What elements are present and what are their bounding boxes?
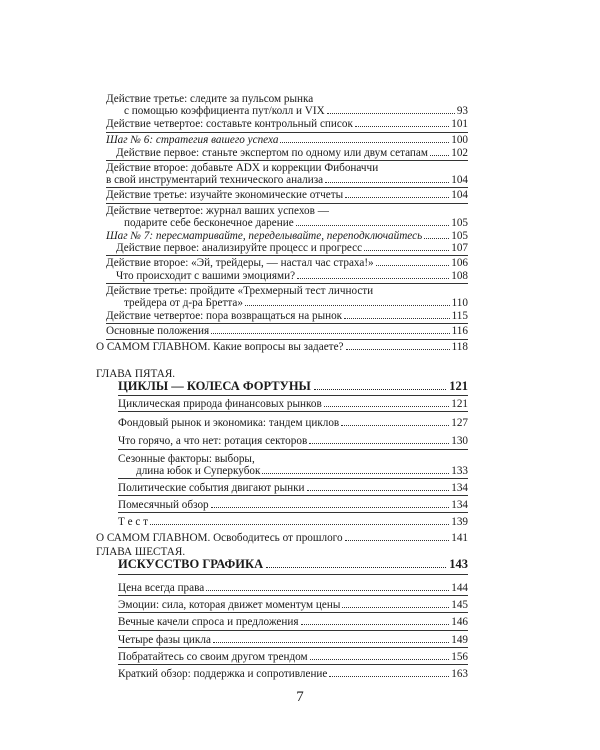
chapter5-title: ЦИКЛЫ — КОЛЕСА ФОРТУНЫ <box>118 379 311 393</box>
toc-entry <box>118 616 468 628</box>
toc-entry-page: 118 <box>451 340 468 353</box>
chapter6-title: ИСКУССТВО ГРАФИКА <box>118 557 264 571</box>
toc-entry-title: трейдера от д-ра Бретта» <box>124 297 243 310</box>
chapter5-title-row <box>118 379 468 394</box>
toc-entry <box>96 341 468 353</box>
toc-entry-title: О САМОМ ГЛАВНОМ. Освободитесь от прошлого <box>96 531 343 544</box>
toc-entry <box>96 162 468 186</box>
toc-entry-page: 144 <box>451 582 468 594</box>
toc-entry <box>96 205 468 229</box>
chapter6-title-row <box>118 557 468 572</box>
toc-entry-title: Действие четвертое: составьте контрольный список <box>106 118 353 131</box>
toc-entry-page: 106 <box>451 257 468 270</box>
toc-entry-title: Действие первое: станьте экспертом по одному или двум сетапам <box>116 146 428 159</box>
toc-entry <box>96 189 468 201</box>
toc-entry <box>118 651 468 663</box>
toc-entry-line: Действие второе: добавьте ADX и коррекции Фибоначчи <box>106 162 379 175</box>
toc-entry <box>96 285 468 309</box>
toc-entry <box>96 230 468 242</box>
toc-entry <box>96 532 468 544</box>
toc-top-section <box>96 93 468 353</box>
toc-entry-page: 110 <box>451 297 468 310</box>
toc-entry-page: 105 <box>451 216 468 229</box>
toc-entry-title: Т е с т <box>118 516 149 529</box>
toc-entry <box>118 499 468 511</box>
toc-entry-title: Что горячо, а что нет: ротация секторов <box>118 435 308 448</box>
toc-entry-title: Краткий обзор: поддержка и сопротивление <box>118 668 328 681</box>
toc-entry <box>96 325 468 337</box>
toc-entry-page: 156 <box>451 650 468 663</box>
toc-entry-title: Действие третье: изучайте экономические отчеты <box>106 189 344 202</box>
toc-entry-line: Действие третье: следите за пульсом рынка <box>106 93 314 105</box>
toc-entry <box>118 482 468 494</box>
toc-entry-page: 108 <box>451 269 468 282</box>
toc-entry <box>118 599 468 611</box>
toc-entry-title: Действие первое: анализируйте процесс и прогресс <box>116 242 363 255</box>
toc-chapter5-section <box>96 398 468 544</box>
toc-entry-page: 145 <box>451 599 468 612</box>
toc-entry <box>96 242 468 254</box>
toc-entry-title: Побратайтесь со своим другом трендом <box>118 650 308 663</box>
toc-entry <box>118 398 468 410</box>
toc-entry-title: Цена всегда права <box>118 582 205 594</box>
toc-entry-title: с помощью коэффициента пут/колл и VIX <box>124 105 325 118</box>
toc-entry-page: 163 <box>451 668 468 681</box>
toc-entry-title: О САМОМ ГЛАВНОМ. Какие вопросы вы задаете? <box>96 340 344 353</box>
toc-chapter6-section <box>118 582 468 680</box>
toc-entry-title: Шаг № 6: стратегия вашего успеха <box>106 133 279 146</box>
toc-entry <box>96 310 468 322</box>
toc-entry-page: 149 <box>451 633 468 646</box>
toc-entry-page: 146 <box>451 616 468 629</box>
toc-entry-page: 107 <box>451 242 468 255</box>
toc-entry-page: 102 <box>451 146 468 159</box>
toc-entry <box>118 668 468 680</box>
toc-entry <box>96 270 468 282</box>
toc-entry-line: Действие четвертое: журнал ваших успехов — <box>106 204 329 217</box>
toc-entry-page: 115 <box>451 310 468 323</box>
toc-entry-title: Циклическая природа финансовых рынков <box>118 398 322 410</box>
page-number: 7 <box>296 689 304 705</box>
toc-entry-line: Действие третье: пройдите «Трехмерный тест личности <box>106 284 374 297</box>
toc-entry-page: 133 <box>451 464 468 477</box>
toc-entry-title: Четыре фазы цикла <box>118 633 211 646</box>
chapter5-heading: ГЛАВА ПЯТАЯ. <box>96 368 176 380</box>
toc-entry <box>118 634 468 646</box>
toc-entry-page: 127 <box>451 417 468 430</box>
toc-entry-page: 134 <box>451 482 468 495</box>
toc-entry-title: Вечные качели спроса и предложения <box>118 616 299 629</box>
chapter6-page: 143 <box>449 557 468 571</box>
toc-entry-title: Политические события двигают рынки <box>118 482 305 495</box>
toc-entry-page: 130 <box>451 435 468 448</box>
toc-entry-page: 104 <box>451 174 468 187</box>
toc-entry-page: 100 <box>451 133 468 146</box>
toc-entry <box>118 435 468 447</box>
toc-entry-page: 116 <box>451 325 468 338</box>
toc-entry-title: Помесячный обзор <box>118 499 209 512</box>
toc-entry-title: подарите себе бесконечное дарение <box>124 216 294 229</box>
toc-entry-title: длина юбок и Суперкубок <box>136 464 261 477</box>
toc-entry <box>96 257 468 269</box>
toc-entry-page: 141 <box>451 531 468 544</box>
toc-entry <box>118 453 468 477</box>
toc-entry-title: Действие второе: «Эй, трейдеры, — настал час страха!» <box>106 257 374 270</box>
chapter6-heading: ГЛАВА ШЕСТАЯ. <box>96 546 186 558</box>
toc-entry <box>96 93 468 117</box>
chapter5-page: 121 <box>449 379 468 393</box>
toc-entry-page: 121 <box>451 398 468 410</box>
toc-entry <box>96 147 468 159</box>
toc-entry <box>118 516 468 528</box>
toc-entry-line: Сезонные факторы: выборы, <box>118 452 255 465</box>
toc-entry-title: в свой инструментарий технического анализа <box>106 174 324 187</box>
toc-entry-page: 105 <box>451 230 468 243</box>
toc-entry-page: 93 <box>456 105 468 118</box>
toc-entry-title: Фондовый рынок и экономика: тандем циклов <box>118 417 340 430</box>
toc-entry-title: Эмоции: сила, которая движет моментум цены <box>118 599 341 612</box>
toc-entry-page: 139 <box>451 516 468 529</box>
toc-entry <box>96 118 468 130</box>
toc-entry <box>96 134 468 146</box>
toc-entry-title: Что происходит с вашими эмоциями? <box>116 269 296 282</box>
toc-entry-page: 101 <box>451 118 468 131</box>
toc-entry-page: 134 <box>451 499 468 512</box>
toc-entry-page: 104 <box>451 189 468 202</box>
toc-entry <box>118 582 468 594</box>
toc-entry-title: Основные положения <box>106 325 210 338</box>
toc-entry-title: Действие четвертое: пора возвращаться на рынок <box>106 310 343 323</box>
toc-entry <box>118 417 468 429</box>
toc-entry-title: Шаг № 7: пересматривайте, переделывайте, переподключайтесь <box>106 230 423 243</box>
